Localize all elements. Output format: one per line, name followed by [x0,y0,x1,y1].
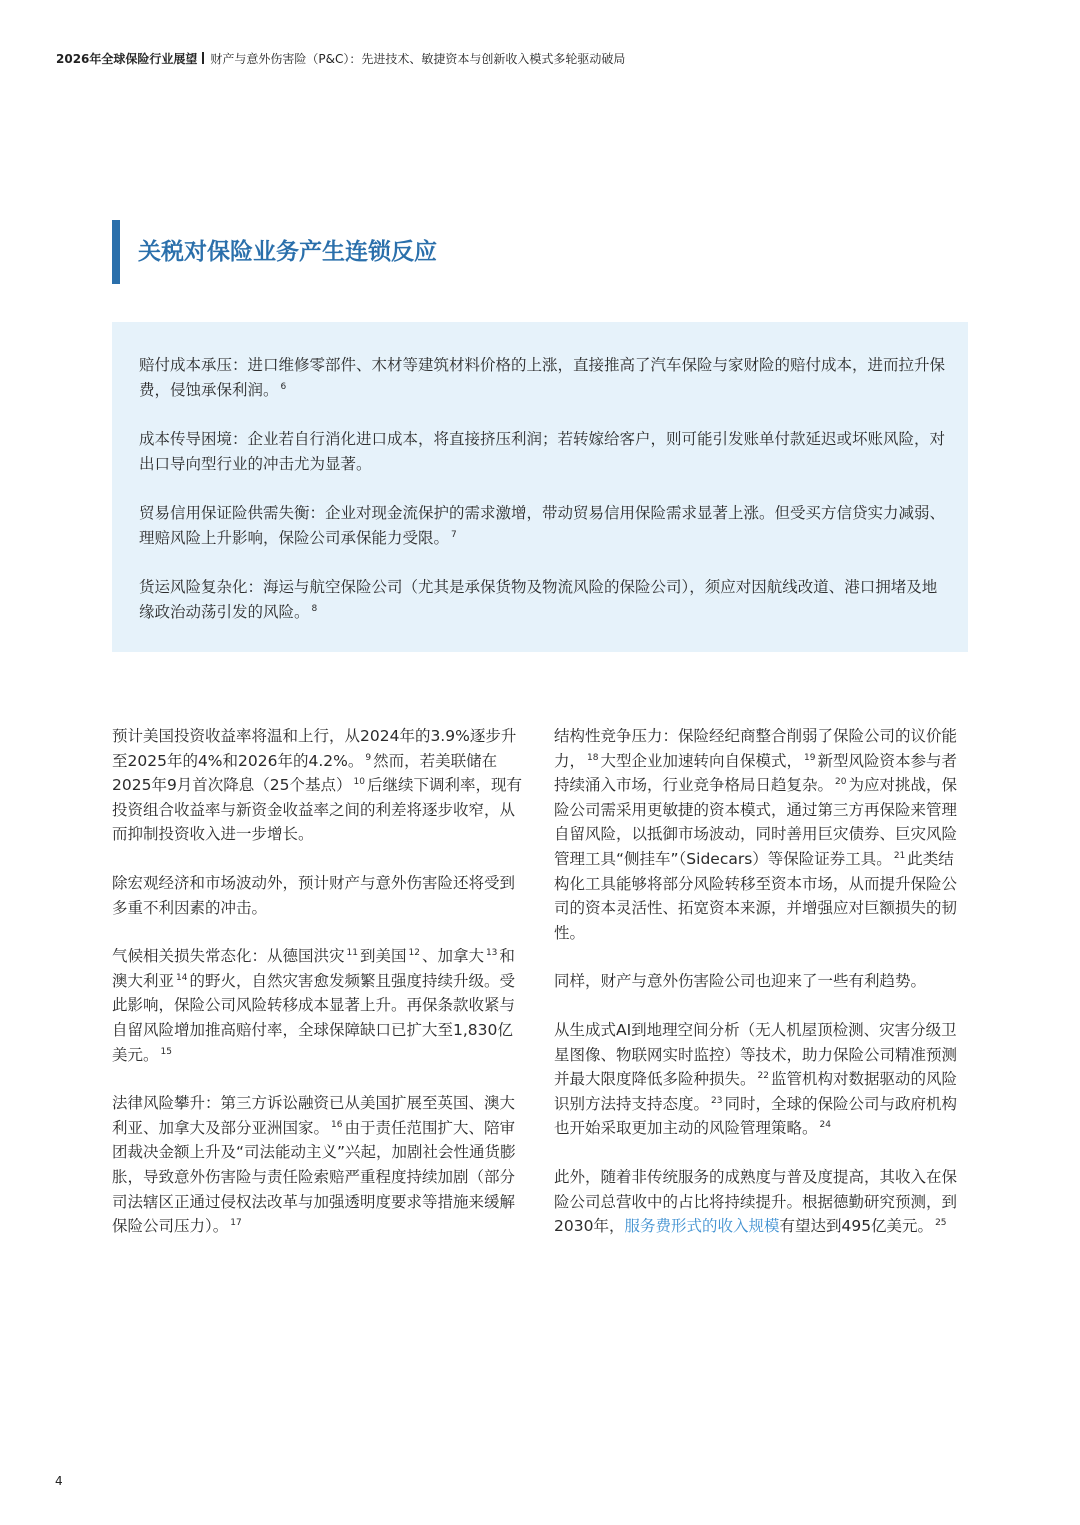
footnote-ref: 22 [757,1071,769,1082]
right-column [554,724,964,1239]
callout-paragraph: 货运风险复杂化：海运与航空保险公司（尤其是承保货物及物流风险的保险公司），须应对因航线改道、港口拥堵及地缘政治动荡引发的风险。 $^8$ [139,578,938,621]
footnote-ref: 9 [365,752,372,763]
callout-paragraph: 成本传导困境：企业若自行消化进口成本，将直接挤压利润；若转嫁给客户，则可能引发账单付款延迟或坏账风险，对出口导向型行业的冲击尤为显著。 [139,430,946,473]
footnote-ref: 11 [346,948,358,959]
body-paragraph: 此外，随着非传统服务的成熟度与普及度提高，其收入在保险公司总营收中的占比将持续提升。根据德勤研究预测，到2030年，服务费形式的收入规模有望达到495亿美元。 $^{25}$ [554,1167,958,1236]
footnote-ref: 18 [587,752,599,763]
footnote-ref: 20 [835,777,847,788]
footnote-ref: 16 [331,1119,343,1130]
page-number: 4 [55,1474,63,1488]
footnote-ref: 25 [935,1218,947,1229]
footnote-ref: 23 [711,1095,723,1106]
footnote-ref: 8 [311,604,318,614]
body-paragraph: 气候相关损失常态化：从德国洪灾 $^{11}$ 到美国 $^{12}$ 、加拿大 $^{13}$ 和澳大利亚 $^{14}$ 的野火，自然灾害愈发频繁且强度持续升级。受此影响，保险公司风险转移成本显著上升。再保条款收紧与自留风险增加推高赔付率，全球保障缺口已扩大至1,830亿美元。 $^{15}$ [112,947,516,1064]
running-header [56,51,1036,67]
callout-paragraph: 赔付成本承压：进口维修零部件、木材等建筑材料价格的上涨，直接推高了汽车保险与家财险的赔付成本，进而拉升保费，侵蚀承保利润。 $^6$ [139,356,946,399]
footnote-ref: 15 [160,1046,172,1057]
footnote-ref: 19 [803,752,816,763]
report-title: 2026年全球保险行业展望 [56,52,198,66]
footnote-ref: 14 [176,972,188,983]
footnote-ref: 13 [485,948,498,959]
report-subtitle: 财产与意外伤害险（P&C）：先进技术、敏捷资本与创新收入模式多轮驱动破局 [210,52,626,66]
body-paragraph: 从生成式AI到地理空间分析（无人机屋顶检测、灾害分级卫星图像、物联网实时监控）等技术，助力保险公司精准预测并最大限度降低多险种损失。 $^{22}$ 监管机构对数据驱动的风险识别方法持支持态度。 $^{23}$ 同时，全球的保险公司与政府机构也开始采取更加主动的风险管理策略。 $^{24}$ [554,1020,958,1138]
footnote-ref: 21 [893,850,906,861]
footnote-ref: 17 [230,1218,242,1229]
body-paragraph: 法律风险攀升：第三方诉讼融资已从美国扩展至英国、澳大利亚、加拿大及部分亚洲国家。 $^{16}$ 由于责任范围扩大、陪审团裁决金额上升及“司法能动主义”兴起，加剧社会性通货膨胀，导致意外伤害险与责任险索赔严重程度持续加剧（部分司法辖区正通过侵权法改革与加强透明度要求等措施来缓解保险公司压力）。 $^{17}$ [112,1094,516,1236]
body-paragraph: 除宏观经济和市场波动外，预计财产与意外伤害险还将受到多重不利因素的冲击。 [112,873,516,917]
footnote-ref: 7 [451,530,457,540]
body-paragraph: 预计美国投资收益率将温和上行，从2024年的3.9%逐步升至2025年的4%和2026年的4.2%。 $^9$ 然而，若美联储在2025年9月首次降息（25个基点） $^{10}$ 后继续下调利率，现有投资组合收益率与新资金收益率之间的利差将逐步收窄，从而抑制投资收入进一步增长。 [112,727,523,844]
footnote-ref: 24 [819,1120,831,1131]
footnote-ref: 10 [353,777,365,788]
footnote-ref: 6 [280,382,287,392]
body-paragraph: 结构性竞争压力：保险经纪商整合削弱了保险公司的议价能力， $^{18}$ 大型企业加速转向自保模式， $^{19}$ 新型风险资本参与者持续涌入市场，行业竞争格局日趋复杂。 $^{20}$ 为应对挑战，保险公司需采用更敏捷的资本模式，通过第三方再保险来管理自留风险，以抵御市场波动，同时善用巨灾债券、巨灾风险管理工具“侧挂车”（Sidecars）等保险证券工具。 $^{21}$ 此类结构化工具能够将部分风险转移至资本市场，从而提升保险公司的资本灵活性、拓宽资本来源，并增强应对巨额损失的韧性。 [554,727,958,942]
body-paragraph: 同样，财产与意外伤害险公司也迎来了一些有利趋势。 [554,972,927,991]
callout-paragraph: 贸易信用保证险供需失衡：企业对现金流保护的需求激增，带动贸易信用保险需求显著上涨。但受买方信贷实力减弱、理赔风险上升影响，保险公司承保能力受限。 $^7$ [139,504,946,547]
section-title: 关税对保险业务产生连锁反应 [138,239,437,265]
service-fee-revenue-link[interactable]: 服务费形式的收入规模 [624,1217,780,1236]
header-separator [202,52,204,64]
left-column [112,724,522,1239]
tariff-callout-box [112,322,968,652]
footnote-ref: 12 [408,948,420,959]
title-accent-bar [112,220,120,284]
